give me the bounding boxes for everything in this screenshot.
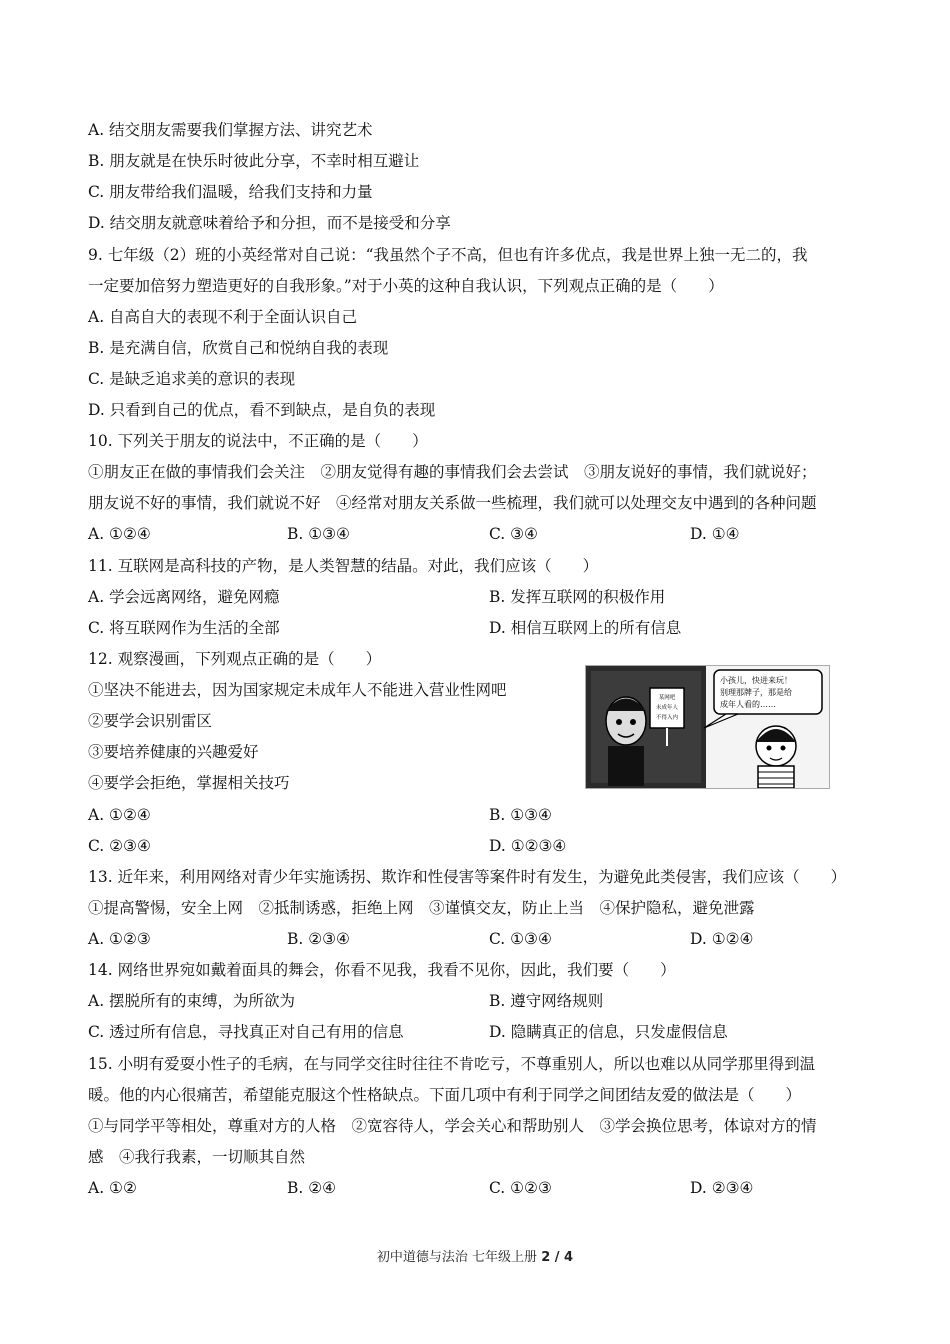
kid-figure	[756, 726, 796, 788]
q14-option-b: B. 遵守网络规则	[489, 992, 604, 1010]
svg-text:小孩儿，快进来玩！: 小孩儿，快进来玩！	[720, 676, 792, 685]
q15-stem-line2: 暖。他的内心很痛苦，希望能克服这个性格缺点。下面几项中有利于同学之间团结友爱的做法是（ ）	[88, 1086, 802, 1104]
q11-option-d: D. 相信互联网上的所有信息	[489, 619, 682, 637]
q12-option-d: D. ①②③④	[489, 837, 567, 855]
q11-stem: 11. 互联网是高科技的产物，是人类智慧的结晶。对此，我们应该（ ）	[88, 557, 599, 575]
q15-option-c: C. ①②③	[489, 1179, 552, 1197]
q12-statement-1: ①坚决不能进去，因为国家规定未成年人不能进入营业性网吧	[88, 681, 507, 699]
q13-option-d: D. ①②④	[690, 930, 754, 948]
q8-option-b: B. 朋友就是在快乐时彼此分享，不幸时相互避让	[88, 152, 420, 170]
q13-option-c: C. ①③④	[489, 930, 552, 948]
q15-option-d: D. ②③④	[690, 1179, 754, 1197]
q9-option-d: D. 只看到自己的优点，看不到缺点，是自负的表现	[88, 401, 436, 419]
cartoon-drawing	[586, 666, 829, 788]
q11-option-b: B. 发挥互联网的积极作用	[489, 588, 666, 606]
q14-stem: 14. 网络世界宛如戴着面具的舞会，你看不见我，我看不见你，因此，我们要（ ）	[88, 961, 676, 979]
q14-option-a: A. 摆脱所有的束缚，为所欲为	[88, 992, 296, 1010]
q10-option-d: D. ①④	[690, 525, 740, 543]
svg-text:不得入内: 不得入内	[655, 715, 679, 721]
footer-subject: 初中道德与法治 七年级上册	[376, 1250, 538, 1265]
q9-option-b: B. 是充满自信，欣赏自己和悦纳自我的表现	[88, 339, 389, 357]
q13-option-b: B. ②③④	[287, 930, 350, 948]
q12-option-b: B. ①③④	[489, 806, 552, 824]
q10-stem-line2: ①朋友正在做的事情我们会关注 ②朋友觉得有趣的事情我们会去尝试 ③朋友说好的事情，我们就说好；	[88, 463, 817, 481]
q9-stem-line1: 9. 七年级（2）班的小英经常对自己说：“我虽然个子不高，但也有许多优点，我是世界上独一无二的，我	[88, 246, 808, 264]
cartoon-illustration	[585, 665, 830, 789]
q15-stem-line3: ①与同学平等相处，尊重对方的人格 ②宽容待人，学会关心和帮助别人 ③学会换位思考，体谅对方的情	[88, 1117, 817, 1135]
q11-option-c: C. 将互联网作为生活的全部	[88, 619, 280, 637]
svg-text:某网吧: 某网吧	[658, 695, 676, 701]
q14-option-d: D. 隐瞒真正的信息，只发虚假信息	[489, 1023, 728, 1041]
svg-text:别理那牌子，那是给: 别理那牌子，那是给	[720, 688, 792, 697]
q12-statement-2: ②要学会识别雷区	[88, 712, 213, 730]
q13-option-a: A. ①②③	[88, 930, 151, 948]
q15-option-b: B. ②④	[287, 1179, 337, 1197]
q8-option-a: A. 结交朋友需要我们掌握方法、讲究艺术	[88, 121, 373, 139]
q8-option-c: C. 朋友带给我们温暖，给我们支持和力量	[88, 183, 373, 201]
q11-option-a: A. 学会远离网络，避免网瘾	[88, 588, 280, 606]
q15-stem-line4: 感 ④我行我素，一切顺其自然	[88, 1148, 306, 1166]
q12-stem: 12. 观察漫画，下列观点正确的是（ ）	[88, 650, 382, 668]
q10-option-c: C. ③④	[489, 525, 538, 543]
q14-option-c: C. 透过所有信息，寻找真正对自己有用的信息	[88, 1023, 404, 1041]
q13-stem-line2: ①提高警惕，安全上网 ②抵制诱惑，拒绝上网 ③谨慎交友，防止上当 ④保护隐私，避免泄露	[88, 899, 755, 917]
svg-text:未成年人: 未成年人	[655, 705, 679, 711]
q12-statement-3: ③要培养健康的兴趣爱好	[88, 743, 259, 761]
q15-stem-line1: 15. 小明有爱耍小性子的毛病，在与同学交往时往往不肯吃亏，不尊重别人，所以也难以从同学那里得到温	[88, 1055, 816, 1073]
q10-stem-line3: 朋友说不好的事情，我们就说不好 ④经常对朋友关系做一些梳理，我们就可以处理交友中遇到的各种问题	[88, 494, 817, 512]
q12-option-c: C. ②③④	[88, 837, 151, 855]
q10-stem-line1: 10. 下列关于朋友的说法中，不正确的是（ ）	[88, 432, 428, 450]
q9-stem-line2: 一定要加倍努力塑造更好的自我形象。”对于小英的这种自我认识，下列观点正确的是（ ）	[88, 277, 724, 295]
q10-option-a: A. ①②④	[88, 525, 151, 543]
q13-stem-line1: 13. 近年来，利用网络对青少年实施诱拐、欺诈和性侵害等案件时有发生，为避免此类侵害，我们应该（ ）	[88, 868, 847, 886]
page-footer	[0, 1246, 950, 1265]
q12-statement-4: ④要学会拒绝，掌握相关技巧	[88, 774, 290, 792]
q8-option-d: D. 结交朋友就意味着给予和分担，而不是接受和分享	[88, 214, 451, 232]
q9-option-a: A. 自高自大的表现不利于全面认识自己	[88, 308, 358, 326]
q9-option-c: C. 是缺乏追求美的意识的表现	[88, 370, 296, 388]
q15-option-a: A. ①②	[88, 1179, 137, 1197]
q12-option-a: A. ①②④	[88, 806, 151, 824]
svg-text:成年人看的……: 成年人看的……	[720, 700, 776, 709]
page-number: 2 / 4	[541, 1250, 574, 1265]
q10-option-b: B. ①③④	[287, 525, 350, 543]
